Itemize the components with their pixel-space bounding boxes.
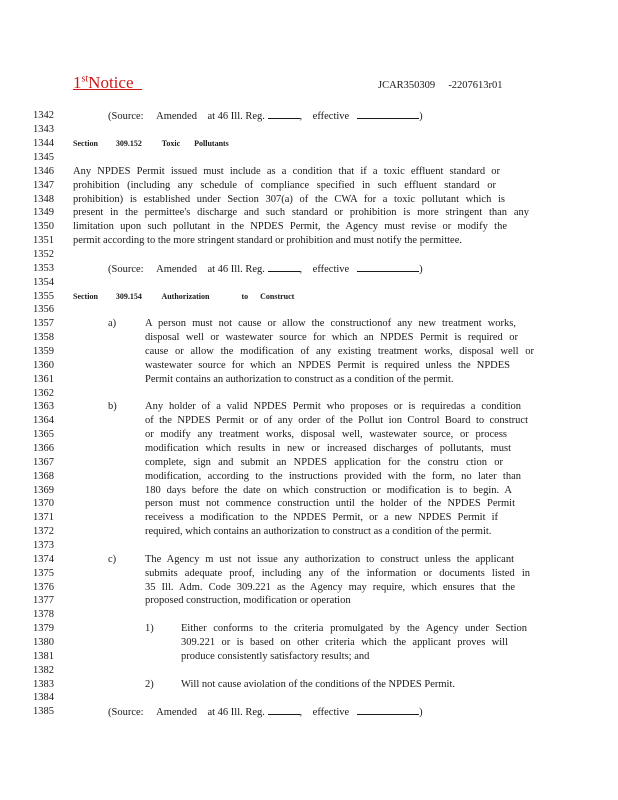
line-number: 1368 <box>33 471 54 482</box>
line-number: 1361 <box>33 374 54 385</box>
item-label: c) <box>108 554 117 565</box>
sub-item-label: 2) <box>145 679 154 690</box>
section-heading-309-152: Section 309.152 Toxic Pollutants <box>73 139 229 148</box>
item-line: complete, sign and submit an NPDES application for the constru ction or <box>145 457 503 468</box>
blank-line <box>357 705 419 715</box>
section-heading-309-154: Section 309.154 Authorization to Construct <box>73 292 295 301</box>
notice-ordinal: st <box>81 73 89 85</box>
line-number: 1380 <box>33 637 54 648</box>
line-number: 1369 <box>33 485 54 496</box>
line-number: 1383 <box>33 679 54 690</box>
item-label: b) <box>108 401 117 412</box>
line-number: 1362 <box>33 388 54 399</box>
item-line: Permit contains an authorization to construct as a condition of the permit. <box>145 374 454 385</box>
paragraph-line: present in the permittee's discharge and such standard or prohibition is more stringent than any <box>73 207 529 218</box>
sub-item-line: Either conforms to the criteria promulgated by the Agency under Section <box>181 623 527 634</box>
line-number: 1356 <box>33 304 54 315</box>
line-number: 1363 <box>33 401 54 412</box>
line-number: 1347 <box>33 180 54 191</box>
item-line: modification, according to the instructions provided with the form, no later than <box>145 471 521 482</box>
line-number: 1348 <box>33 194 54 205</box>
doc-version: -2207613r01 <box>448 80 503 91</box>
line-number: 1342 <box>33 110 54 121</box>
item-line: A person must not cause or allow the constructionof any new treatment works, <box>145 318 516 329</box>
paragraph-line: Any NPDES Permit issued must include as a condition that if a toxic effluent standard or <box>73 166 500 177</box>
line-number: 1359 <box>33 346 54 357</box>
line-number: 1372 <box>33 526 54 537</box>
line-number: 1365 <box>33 429 54 440</box>
item-line: modification which results in new or increased discharges of pollutants, must <box>145 443 511 454</box>
line-number: 1376 <box>33 582 54 593</box>
line-number: 1382 <box>33 665 54 676</box>
item-label: a) <box>108 318 117 329</box>
item-line: or modify any treatment works, disposal well, wastewater source, or process <box>145 429 507 440</box>
blank-line <box>268 705 300 715</box>
line-number: 1350 <box>33 221 54 232</box>
line-number: 1379 <box>33 623 54 634</box>
line-number: 1374 <box>33 554 54 565</box>
line-number: 1357 <box>33 318 54 329</box>
item-line: disposal well or wastewater source for which an NPDES Permit is required or <box>145 332 518 343</box>
source-note: (Source: Amended at 46 Ill. Reg. , effective ) <box>108 707 423 718</box>
blank-line <box>268 262 300 272</box>
line-number: 1370 <box>33 498 54 509</box>
line-number: 1384 <box>33 692 54 703</box>
sub-item-line: Will not cause aviolation of the conditions of the NPDES Permit. <box>181 679 455 690</box>
line-number: 1378 <box>33 609 54 620</box>
item-line: Any holder of a valid NPDES Permit who proposes or is requiredas a condition <box>145 401 521 412</box>
document-code <box>378 80 503 91</box>
paragraph-line: limitation upon such pollutant in the NPDES Permit, the Agency must revise or modify the <box>73 221 507 232</box>
line-number: 1352 <box>33 249 54 260</box>
blank-line <box>357 109 419 119</box>
line-number: 1345 <box>33 152 54 163</box>
blank-line <box>268 109 300 119</box>
line-number: 1360 <box>33 360 54 371</box>
sub-item-label: 1) <box>145 623 154 634</box>
item-line: 180 days before the date on which construction or modification is to begin. A <box>145 485 512 496</box>
line-number: 1353 <box>33 263 54 274</box>
line-number: 1367 <box>33 457 54 468</box>
sub-item-line: 309.221 or is based on other criteria which the applicant proves will <box>181 637 508 648</box>
paragraph-line: permit according to the more stringent standard or prohibition and must notify the permittee. <box>73 235 462 246</box>
line-number: 1351 <box>33 235 54 246</box>
line-number: 1364 <box>33 415 54 426</box>
line-number: 1377 <box>33 595 54 606</box>
item-line: The Agency m ust not issue any authorization to construct unless the applicant <box>145 554 514 565</box>
notice-heading <box>73 73 142 93</box>
blank-line <box>357 262 419 272</box>
line-number: 1349 <box>33 207 54 218</box>
item-line: proposed construction, modification or operation <box>145 595 351 606</box>
line-number: 1358 <box>33 332 54 343</box>
line-number: 1366 <box>33 443 54 454</box>
item-line: wastewater source for which an NPDES Permit is required unless the NPDES <box>145 360 510 371</box>
item-line: 35 Ill. Adm. Code 309.221 as the Agency may require, which ensures that the <box>145 582 515 593</box>
item-line: person must not commence construction until the holder of the NPDES Permit <box>145 498 515 509</box>
line-number: 1355 <box>33 291 54 302</box>
item-line: required, which contains an authorization to construct as a condition of the permit. <box>145 526 492 537</box>
line-number: 1346 <box>33 166 54 177</box>
source-note: (Source: Amended at 46 Ill. Reg. , effective ) <box>108 111 423 122</box>
sub-item-line: produce consistently satisfactory results; and <box>181 651 370 662</box>
notice-number: 1 <box>73 73 82 92</box>
paragraph-line: prohibition (including any schedule of compliance specified in such effluent standard or <box>73 180 496 191</box>
item-line: submits adequate proof, including any of the information or documents listed in <box>145 568 530 579</box>
paragraph-line: prohibition) is established under Section 307(a) of the CWA for a toxic pollutant which is <box>73 194 505 205</box>
line-number: 1344 <box>33 138 54 149</box>
line-number: 1385 <box>33 706 54 717</box>
item-line: of the NPDES Permit or of any order of the Pollut ion Control Board to construct <box>145 415 528 426</box>
line-number: 1371 <box>33 512 54 523</box>
line-number: 1354 <box>33 277 54 288</box>
item-line: receivess a modification to the NPDES Permit, or a new NPDES Permit if <box>145 512 498 523</box>
line-number: 1375 <box>33 568 54 579</box>
notice-word: Notice <box>88 73 134 92</box>
item-line: cause or allow the modification of any existing treatment works, disposal well or <box>145 346 534 357</box>
source-note: (Source: Amended at 46 Ill. Reg. , effective ) <box>108 264 423 275</box>
line-number: 1343 <box>33 124 54 135</box>
line-number: 1381 <box>33 651 54 662</box>
line-number: 1373 <box>33 540 54 551</box>
doc-code: JCAR350309 <box>378 80 436 91</box>
